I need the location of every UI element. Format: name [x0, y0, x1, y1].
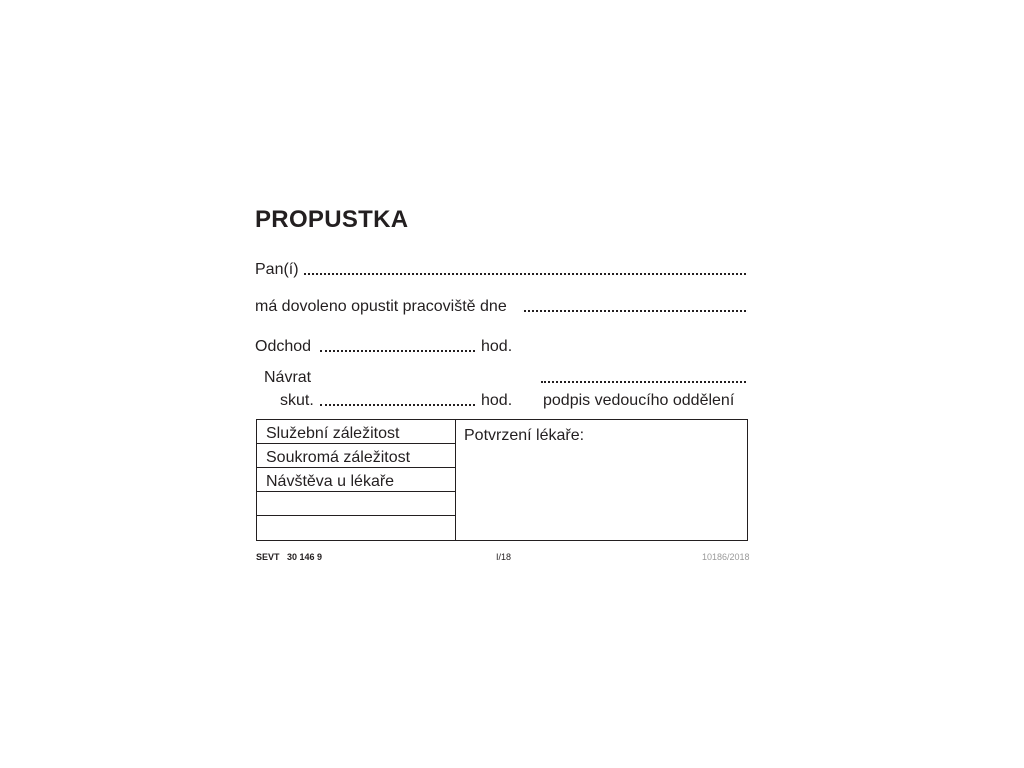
reason-row-empty-1[interactable]: [257, 492, 455, 516]
form-title: PROPUSTKA: [255, 206, 409, 233]
reason-list: [257, 420, 456, 540]
departure-hour-unit: hod.: [481, 338, 513, 355]
name-field[interactable]: [304, 273, 746, 275]
reason-box: [256, 419, 748, 541]
signature-label: podpis vedoucího oddělení: [543, 392, 735, 409]
reason-row-empty-2[interactable]: [257, 516, 455, 539]
reason-row-private[interactable]: Soukromá záležitost: [257, 444, 455, 468]
departure-time-field[interactable]: [320, 350, 475, 352]
return-label: Návrat: [264, 369, 312, 386]
reason-row-official[interactable]: Služební záležitost: [257, 420, 455, 444]
form-code: SEVT 30 146 9: [256, 552, 323, 562]
permission-label: má dovoleno opustit pracoviště dne: [255, 298, 507, 315]
departure-label: Odchod: [255, 338, 312, 355]
doctor-confirmation-label: Potvrzení lékaře:: [464, 427, 585, 444]
date-field[interactable]: [524, 310, 746, 312]
actual-return-label: skut.: [280, 392, 314, 409]
reason-row-doctor[interactable]: Návštěva u lékaře: [257, 468, 455, 492]
form-date-code: 10186/2018: [702, 552, 750, 562]
name-label: Pan(í): [255, 261, 299, 278]
signature-field[interactable]: [541, 381, 746, 383]
return-hour-unit: hod.: [481, 392, 513, 409]
form-edition: I/18: [496, 552, 512, 562]
return-time-field[interactable]: [320, 404, 475, 406]
